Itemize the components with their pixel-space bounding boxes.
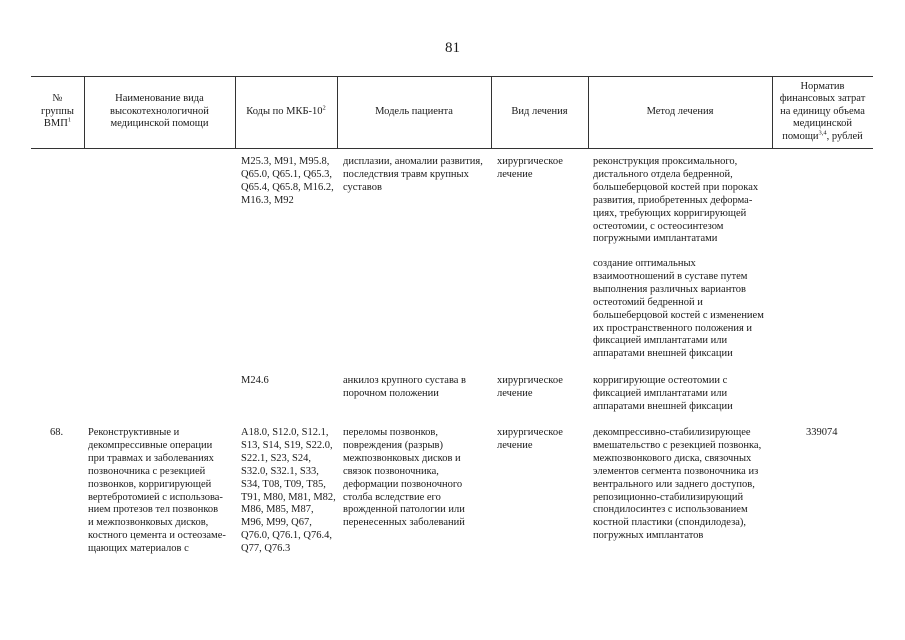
- header-cost-standard: Норматив финансовых затрат на единицу объема медицинской помощи$^{3,4}$, рублей: [779, 80, 866, 142]
- row2-treatment-method: корригирующие остеотомии с фиксацией имплантатами или аппаратами внешней фиксации: [593, 375, 733, 412]
- header-treatment-type: Вид лечения: [511, 105, 568, 117]
- row2-icd-codes: M24.6: [241, 375, 269, 386]
- header-treatment-method: Метод лечения: [646, 105, 714, 117]
- row1-treatment-type: хирургическое лечение: [497, 156, 563, 180]
- header-group-number: № группы ВМП$^1$: [41, 93, 74, 130]
- header-icd-codes: Коды по МКБ-$10^2$: [246, 104, 326, 117]
- row3-treatment-type: хирургическое лечение: [497, 427, 563, 451]
- header-patient-model: Модель пациента: [375, 105, 453, 117]
- row1-icd-codes: M25.3, M91, M95.8, Q65.0, Q65.1, Q65.3, Q65.4, Q65.8, M16.2, M16.3, M92: [241, 156, 334, 206]
- row2-treatment-type: хирургическое лечение: [497, 375, 563, 399]
- row3-group-number: 68.: [50, 427, 64, 438]
- table-header-bottom-border: [31, 148, 873, 149]
- row1-treatment-method: реконструкция проксимального, дистального отдела бедренной, большеберцовой костей при пороках развития, приобретенных деформа- циях, требующих корригирующей остеотомии, с остеосинтезом погружными имплантатами: [593, 156, 759, 245]
- row3-treatment-method: декомпрессивно-стабилизирующее вмешательство с резекцией позвонка, межпозвонкового диска, связочных элементов сегмента позвоночника из вентрального или заднего доступов, репозиционно-стабилизирующий спондилосинтез с использованием костной пластики (спондилодеза), погружных имплантатов: [593, 427, 762, 542]
- row3-icd-codes: A18.0, S12.0, S12.1, S13, S14, S19, S22.0, S22.1, S23, S24, S32.0, S32.1, S33, S34, T08, T09, T85, T91, M80, M81, M82, M86, M85, M87, M96, M99, Q67, Q76.0, Q76.1, Q76.4, Q77, Q76.3: [241, 427, 336, 555]
- page-number: 81: [445, 40, 460, 56]
- row2-patient-model: анкилоз крупного сустава в порочном положении: [343, 375, 467, 399]
- row1-patient-model: дисплазии, аномалии развития, последствия травм крупных суставов: [343, 156, 483, 193]
- row3-patient-model: переломы позвонков, повреждения (разрыв) межпозвонковых дисков и связок позвоночника, деформации позвоночного столба вследствие его врожденной патологии или перенесенных заболеваний: [343, 427, 465, 529]
- header-care-type-name: Наименование вида высокотехнологичной медицинской помощи: [110, 93, 209, 130]
- row1-treatment-method-alt: создание оптимальных взаимоотношений в суставе путем выполнения различных вариантов остеотомий бедренной и большеберцовой костей с изменением их пространственного положения и фиксацией имплантатами или аппаратами внешней фиксации: [593, 258, 764, 360]
- row3-cost-standard: 339074: [806, 427, 838, 438]
- row3-care-type-name: Реконструктивные и декомпрессивные операции при травмах и заболеваниях позвоночника с резекцией позвонков, корригирующей вертебротомией с использова- нием протезов тел позвонков и межпозвонковых дисков, костного цемента и остеозаме- щающих материалов с: [88, 427, 226, 555]
